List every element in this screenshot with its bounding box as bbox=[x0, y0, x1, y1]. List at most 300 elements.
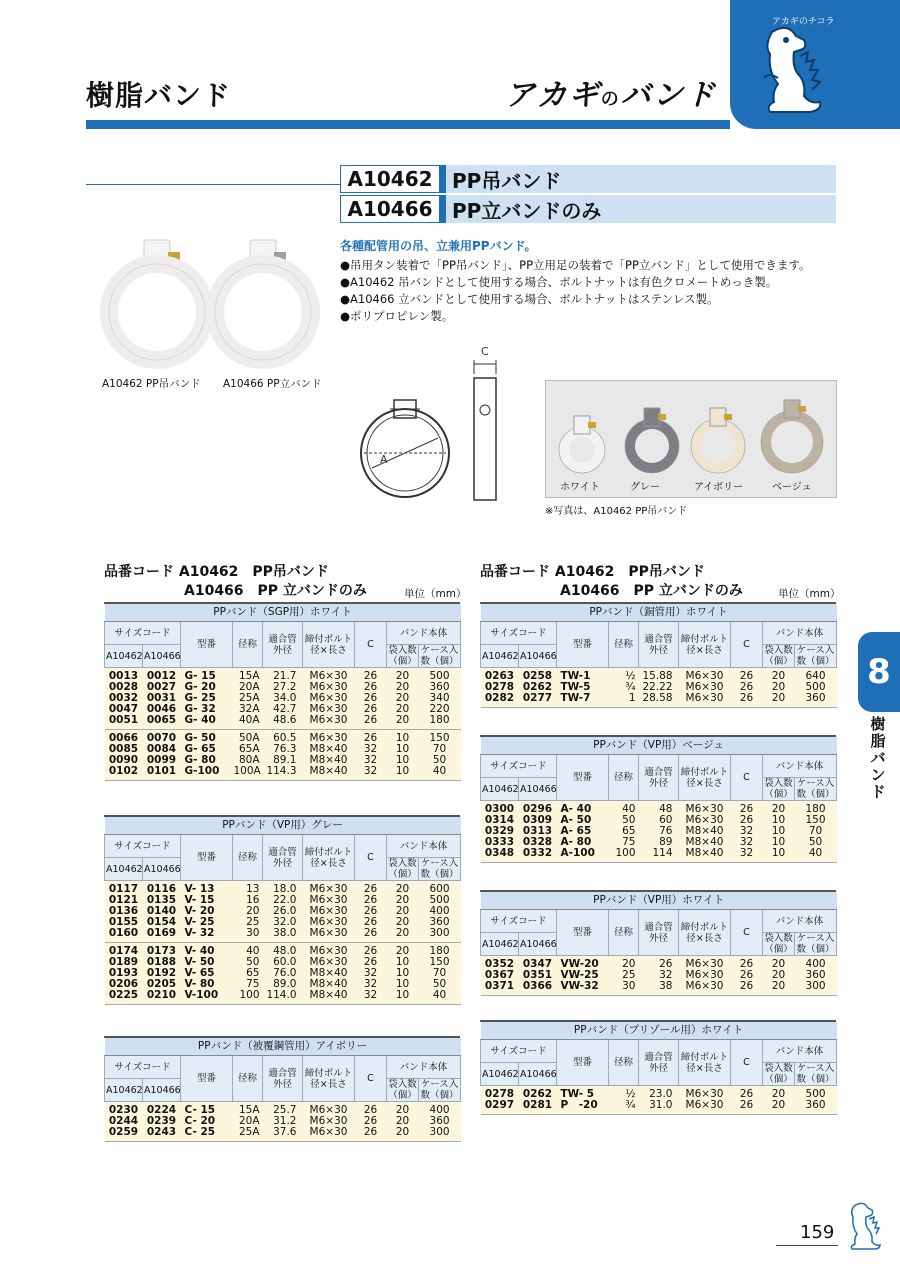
table-cell: M6×30 bbox=[679, 693, 731, 708]
table-cell: 0259 bbox=[105, 1127, 143, 1142]
table-cell: 150 bbox=[795, 815, 837, 826]
table-cell: 20 bbox=[387, 906, 419, 917]
spec-table bbox=[480, 604, 837, 708]
col-header: 型番 bbox=[557, 910, 609, 956]
table-cell: M6×30 bbox=[679, 801, 731, 816]
table-cell: 25.7 bbox=[263, 1102, 303, 1117]
table-cell: 0332 bbox=[519, 848, 557, 863]
heading-line: A10462 PP吊バンド bbox=[554, 564, 705, 580]
table-cell: 0278 bbox=[481, 1086, 519, 1101]
col-header: 適合管外径 bbox=[263, 835, 303, 881]
table-cell: 20 bbox=[387, 928, 419, 943]
table-cell: 100 bbox=[233, 990, 263, 1005]
table-cell: 0155 bbox=[105, 917, 143, 928]
table-cell: M6×30 bbox=[303, 1116, 355, 1127]
col-header: A10466 bbox=[143, 645, 181, 668]
table-cell: 0244 bbox=[105, 1116, 143, 1127]
table-cell: ½ bbox=[609, 1086, 639, 1101]
table-cell: 26 bbox=[355, 1127, 387, 1142]
table-cell: 0117 bbox=[105, 881, 143, 896]
heading-line: A10462 PP吊バンド bbox=[178, 564, 329, 580]
table-cell: V- 80 bbox=[181, 979, 233, 990]
table-cell: 0367 bbox=[481, 970, 519, 981]
table-cell: 26 bbox=[355, 693, 387, 704]
table-cell: 89.1 bbox=[263, 755, 303, 766]
col-header: 締付ボルト径×長さ bbox=[679, 755, 731, 801]
table-cell: 0188 bbox=[143, 957, 181, 968]
table-cell: M6×30 bbox=[303, 693, 355, 704]
table-cell: 20 bbox=[387, 1102, 419, 1117]
table-row bbox=[105, 730, 461, 745]
table-cell: 150 bbox=[419, 957, 461, 968]
table-cell: 26 bbox=[355, 704, 387, 715]
table-cell: 0154 bbox=[143, 917, 181, 928]
col-header: 型番 bbox=[557, 622, 609, 668]
table-cell: M6×30 bbox=[303, 1102, 355, 1117]
table-cell: 20 bbox=[387, 693, 419, 704]
col-header: A10462 bbox=[105, 1079, 143, 1102]
table-cell: 0065 bbox=[143, 715, 181, 730]
table-cell: 0090 bbox=[105, 755, 143, 766]
table-cell: 89.0 bbox=[263, 979, 303, 990]
col-header: 締付ボルト径×長さ bbox=[303, 1056, 355, 1102]
table-cell: 37.6 bbox=[263, 1127, 303, 1142]
color-label: グレー bbox=[630, 482, 660, 493]
table-cell: 300 bbox=[419, 1127, 461, 1142]
table-cell: 400 bbox=[419, 906, 461, 917]
table-row bbox=[481, 668, 837, 683]
table-cell: 10 bbox=[763, 848, 795, 863]
table-cell: 0347 bbox=[519, 956, 557, 971]
chapter-tab-char: バ bbox=[870, 749, 886, 767]
table-cell: 10 bbox=[763, 837, 795, 848]
table-row bbox=[481, 981, 837, 996]
col-header: ケース入数（個） bbox=[419, 1079, 461, 1102]
table-cell: 114.3 bbox=[263, 766, 303, 781]
col-header: サイズコード bbox=[481, 622, 557, 645]
table-title: PPバンド（SGP用）ホワイト bbox=[105, 604, 461, 622]
table-cell: 26 bbox=[355, 730, 387, 745]
table-cell: V- 13 bbox=[181, 881, 233, 896]
table-cell: 0278 bbox=[481, 682, 519, 693]
table-cell: 10 bbox=[387, 744, 419, 755]
col-header: バンド本体 bbox=[387, 835, 461, 858]
mascot-small-icon bbox=[842, 1200, 882, 1250]
table-cell: 60.0 bbox=[263, 957, 303, 968]
col-header: A10466 bbox=[519, 778, 557, 801]
table-cell: 30 bbox=[233, 928, 263, 943]
table-cell: 360 bbox=[419, 682, 461, 693]
table-cell: 20 bbox=[763, 682, 795, 693]
table-cell: 26 bbox=[731, 1086, 763, 1101]
table-cell: 0169 bbox=[143, 928, 181, 943]
col-header: サイズコード bbox=[105, 835, 181, 858]
col-header: A10466 bbox=[143, 1079, 181, 1102]
table-cell: M6×30 bbox=[303, 928, 355, 943]
col-header: 袋入数（個） bbox=[764, 1063, 793, 1085]
product-tagline: 各種配管用の吊、立兼用PPバンド。 bbox=[340, 239, 537, 253]
table-cell: 32 bbox=[355, 755, 387, 766]
table-cell: 26 bbox=[355, 682, 387, 693]
table-cell: 640 bbox=[795, 668, 837, 683]
table-cell: 340 bbox=[419, 693, 461, 704]
col-header: 袋入数（個） bbox=[764, 645, 793, 667]
table-cell: TW-5 bbox=[557, 682, 609, 693]
table-cell: 0070 bbox=[143, 730, 181, 745]
table-cell: 1 bbox=[609, 693, 639, 708]
product-photo bbox=[100, 232, 330, 372]
table-cell: 0225 bbox=[105, 990, 143, 1005]
table-row bbox=[105, 943, 461, 958]
table-cell: 0013 bbox=[105, 668, 143, 683]
table-cell: M6×30 bbox=[303, 917, 355, 928]
col-header: バンド本体 bbox=[763, 1040, 837, 1063]
table-cell: 32 bbox=[731, 837, 763, 848]
col-header: 袋入数（個） bbox=[764, 778, 793, 800]
table-cell: 75 bbox=[233, 979, 263, 990]
divider bbox=[776, 1245, 838, 1246]
table-cell: TW-7 bbox=[557, 693, 609, 708]
table-cell: 50 bbox=[609, 815, 639, 826]
brand-no: の bbox=[600, 89, 621, 110]
header-bar bbox=[86, 120, 730, 129]
table-cell: V- 20 bbox=[181, 906, 233, 917]
table-cell: 40A bbox=[233, 715, 263, 730]
col-header: A10462 bbox=[481, 778, 519, 801]
table-row bbox=[105, 881, 461, 896]
table-cell: 0351 bbox=[519, 970, 557, 981]
table-cell: 0192 bbox=[143, 968, 181, 979]
table-cell: M6×30 bbox=[303, 668, 355, 683]
table-cell: 0366 bbox=[519, 981, 557, 996]
table-cell: V- 15 bbox=[181, 895, 233, 906]
table-cell: 0047 bbox=[105, 704, 143, 715]
col-header: 径称 bbox=[609, 1040, 639, 1086]
table-cell: TW- 5 bbox=[557, 1086, 609, 1101]
dim-label-a: A bbox=[380, 453, 388, 466]
table-cell: ¾ bbox=[609, 682, 639, 693]
table-cell: 0102 bbox=[105, 766, 143, 781]
table-title: PPバンド（プリゾール用）ホワイト bbox=[481, 1022, 837, 1040]
table-title: PPバンド（銅管用）ホワイト bbox=[481, 604, 837, 622]
table-cell: M6×30 bbox=[303, 943, 355, 958]
table-cell: 114.0 bbox=[263, 990, 303, 1005]
chapter-tab[interactable]: 8 bbox=[858, 632, 900, 712]
table-cell: M6×30 bbox=[679, 682, 731, 693]
table-cell: G- 32 bbox=[181, 704, 233, 715]
table-row bbox=[105, 990, 461, 1005]
col-header: 径称 bbox=[609, 622, 639, 668]
photo-caption: A10466 PP立バンド bbox=[223, 378, 322, 390]
table-cell: ¾ bbox=[609, 1100, 639, 1115]
table-cell: P -20 bbox=[557, 1100, 609, 1115]
table-cell: 22.22 bbox=[639, 682, 679, 693]
table-cell: VW-25 bbox=[557, 970, 609, 981]
table-cell: 40 bbox=[419, 766, 461, 781]
table-cell: 26 bbox=[731, 668, 763, 683]
table-cell: 0101 bbox=[143, 766, 181, 781]
col-header: 適合管外径 bbox=[263, 1056, 303, 1102]
table-cell: 26 bbox=[355, 668, 387, 683]
divider bbox=[86, 184, 340, 185]
table-cell: V- 25 bbox=[181, 917, 233, 928]
table-cell: 0282 bbox=[481, 693, 519, 708]
col-header: A10462 bbox=[105, 858, 143, 881]
table-cell: 13 bbox=[233, 881, 263, 896]
dimension-drawing bbox=[350, 338, 530, 508]
table-cell: 500 bbox=[419, 895, 461, 906]
table-cell: 0333 bbox=[481, 837, 519, 848]
table-cell: 26.0 bbox=[263, 906, 303, 917]
spec-table bbox=[480, 737, 837, 863]
color-clamp bbox=[559, 416, 605, 473]
table-cell: 500 bbox=[419, 668, 461, 683]
table-cell: 26 bbox=[355, 715, 387, 730]
col-header: C bbox=[731, 755, 763, 801]
chapter-tab-label bbox=[866, 716, 890, 801]
col-header: 径称 bbox=[233, 835, 263, 881]
table-cell: 75 bbox=[609, 837, 639, 848]
table-cell: 26 bbox=[355, 895, 387, 906]
col-header: ケース入数（個） bbox=[795, 933, 837, 956]
table-cell: 10 bbox=[763, 815, 795, 826]
table-cell: M6×30 bbox=[303, 881, 355, 896]
table-cell: 0328 bbox=[519, 837, 557, 848]
chapter-tab-char: 脂 bbox=[870, 732, 886, 750]
brand-main: アカギ bbox=[505, 78, 601, 113]
table-cell: 0046 bbox=[143, 704, 181, 715]
table-cell: 60.5 bbox=[263, 730, 303, 745]
table-cell: 26 bbox=[355, 917, 387, 928]
table-cell: M6×30 bbox=[679, 1100, 731, 1115]
col-header: C bbox=[355, 622, 387, 668]
col-header: 袋入数（個） bbox=[388, 645, 417, 667]
product-code-row bbox=[340, 195, 836, 223]
col-header: 型番 bbox=[557, 755, 609, 801]
table-cell: 0296 bbox=[519, 801, 557, 816]
table-cell: 20 bbox=[233, 906, 263, 917]
table-cell: M8×40 bbox=[679, 848, 731, 863]
table-cell: 20 bbox=[387, 917, 419, 928]
col-header: A10462 bbox=[481, 1063, 519, 1086]
color-clamp bbox=[691, 408, 745, 473]
table-cell: 0012 bbox=[143, 668, 181, 683]
heading-line: A10466 PP 立バンドのみ bbox=[184, 583, 367, 599]
table-cell: 20 bbox=[763, 668, 795, 683]
table-title: PPバンド（VP用）ベージュ bbox=[481, 737, 837, 755]
chapter-tab-char: 樹 bbox=[870, 715, 886, 733]
col-header: 締付ボルト径×長さ bbox=[679, 622, 731, 668]
table-cell: 360 bbox=[795, 693, 837, 708]
table-cell: M6×30 bbox=[679, 815, 731, 826]
table-row bbox=[105, 715, 461, 730]
table-cell: 0160 bbox=[105, 928, 143, 943]
table-cell: 26 bbox=[355, 1102, 387, 1117]
table-cell: 360 bbox=[795, 1100, 837, 1115]
table-cell: 360 bbox=[419, 1116, 461, 1127]
table-cell: 0189 bbox=[105, 957, 143, 968]
table-cell: 89 bbox=[639, 837, 679, 848]
product-code: A10466 bbox=[340, 195, 440, 223]
col-header: A10466 bbox=[519, 933, 557, 956]
mascot-caption: アカギのチコラ bbox=[772, 17, 835, 27]
table-cell: 16 bbox=[233, 895, 263, 906]
table-cell: 15.88 bbox=[639, 668, 679, 683]
table-cell: 0309 bbox=[519, 815, 557, 826]
table-row bbox=[481, 693, 837, 708]
table-cell: 100 bbox=[609, 848, 639, 863]
table-cell: 0205 bbox=[143, 979, 181, 990]
table-cell: G- 20 bbox=[181, 682, 233, 693]
table-cell: M8×40 bbox=[303, 990, 355, 1005]
feature-item: ●吊用タン装着で「PP吊バンド」、PP立用足の装着で「PP立バンド」として使用できます。 bbox=[340, 258, 811, 272]
table-cell: 32 bbox=[355, 968, 387, 979]
table-cell: 23.0 bbox=[639, 1086, 679, 1101]
table-cell: 26 bbox=[731, 970, 763, 981]
table-cell: 360 bbox=[795, 970, 837, 981]
col-header: バンド本体 bbox=[387, 1056, 461, 1079]
table-cell: 42.7 bbox=[263, 704, 303, 715]
table-cell: 26 bbox=[731, 1100, 763, 1115]
table-cell: 48.0 bbox=[263, 943, 303, 958]
table-cell: 20 bbox=[387, 704, 419, 715]
col-header: A10466 bbox=[143, 858, 181, 881]
table-cell: 10 bbox=[387, 957, 419, 968]
table-cell: 600 bbox=[419, 881, 461, 896]
table-cell: C- 25 bbox=[181, 1127, 233, 1142]
spec-table bbox=[104, 1038, 461, 1142]
col-header: 型番 bbox=[181, 835, 233, 881]
col-header: 締付ボルト径×長さ bbox=[303, 835, 355, 881]
table-cell: 20 bbox=[387, 895, 419, 906]
table-cell: 20 bbox=[387, 1127, 419, 1142]
product-code-row bbox=[340, 165, 836, 193]
unit-label: 単位（mm） bbox=[778, 588, 841, 600]
table-cell: 220 bbox=[419, 704, 461, 715]
col-header: 適合管外径 bbox=[639, 622, 679, 668]
product-code: A10462 bbox=[340, 165, 440, 193]
table-cell: 0084 bbox=[143, 744, 181, 755]
table-cell: 48 bbox=[639, 801, 679, 816]
col-header: 袋入数（個） bbox=[764, 933, 793, 955]
table-cell: M6×30 bbox=[679, 981, 731, 996]
table-cell: 400 bbox=[419, 1102, 461, 1117]
table-cell: 26 bbox=[731, 682, 763, 693]
col-header: ケース入数（個） bbox=[796, 778, 835, 800]
table-cell: 38.0 bbox=[263, 928, 303, 943]
table-cell: C- 15 bbox=[181, 1102, 233, 1117]
unit-label: 単位（mm） bbox=[404, 588, 467, 600]
table-heading-left bbox=[104, 563, 367, 601]
table-cell: A- 65 bbox=[557, 826, 609, 837]
table-cell: A- 50 bbox=[557, 815, 609, 826]
table-cell: 32.0 bbox=[263, 917, 303, 928]
table-cell: 50A bbox=[233, 730, 263, 745]
table-cell: M6×30 bbox=[303, 957, 355, 968]
table-cell: 50 bbox=[233, 957, 263, 968]
table-cell: 27.2 bbox=[263, 682, 303, 693]
table-cell: 0243 bbox=[143, 1127, 181, 1142]
table-cell: 10 bbox=[387, 979, 419, 990]
heading-prefix: 品番コード bbox=[104, 564, 174, 580]
col-header: C bbox=[731, 1040, 763, 1086]
table-cell: 26 bbox=[355, 928, 387, 943]
col-header: 袋入数（個） bbox=[388, 1079, 417, 1101]
table-row bbox=[481, 1100, 837, 1115]
table-cell: M8×40 bbox=[303, 766, 355, 781]
col-header: ケース入数（個） bbox=[795, 1063, 837, 1086]
table-cell: 0031 bbox=[143, 693, 181, 704]
table-cell: M6×30 bbox=[679, 668, 731, 683]
table-cell: 20 bbox=[609, 956, 639, 971]
col-header: ケース入数（個） bbox=[796, 645, 835, 667]
table-cell: M6×30 bbox=[303, 715, 355, 730]
table-cell: 0262 bbox=[519, 1086, 557, 1101]
table-cell: G- 40 bbox=[181, 715, 233, 730]
table-cell: V-100 bbox=[181, 990, 233, 1005]
table-cell: A- 40 bbox=[557, 801, 609, 816]
table-cell: 0230 bbox=[105, 1102, 143, 1117]
table-cell: 50 bbox=[419, 755, 461, 766]
table-cell: 40 bbox=[419, 990, 461, 1005]
table-cell: 38 bbox=[639, 981, 679, 996]
table-cell: 65 bbox=[609, 826, 639, 837]
table-cell: 25 bbox=[233, 917, 263, 928]
table-cell: 10 bbox=[387, 990, 419, 1005]
dim-label-c: C bbox=[481, 345, 489, 358]
col-header: 適合管外径 bbox=[263, 622, 303, 668]
table-cell: 25A bbox=[233, 1127, 263, 1142]
table-cell: G- 80 bbox=[181, 755, 233, 766]
table-cell: 0371 bbox=[481, 981, 519, 996]
table-cell: 18.0 bbox=[263, 881, 303, 896]
table-row bbox=[105, 928, 461, 943]
table-cell: 50 bbox=[795, 837, 837, 848]
table-cell: 20 bbox=[387, 881, 419, 896]
table-cell: 20 bbox=[387, 715, 419, 730]
table-cell: 76.3 bbox=[263, 744, 303, 755]
table-cell: 360 bbox=[419, 917, 461, 928]
table-cell: M8×40 bbox=[679, 826, 731, 837]
table-cell: 20 bbox=[763, 1100, 795, 1115]
table-cell: M6×30 bbox=[679, 970, 731, 981]
table-cell: 20 bbox=[763, 970, 795, 981]
table-cell: 100A bbox=[233, 766, 263, 781]
col-header: 袋入数（個） bbox=[388, 858, 417, 880]
col-header: A10466 bbox=[519, 1063, 557, 1086]
table-cell: 32 bbox=[639, 970, 679, 981]
table-cell: 15A bbox=[233, 1102, 263, 1117]
table-cell: 26 bbox=[639, 956, 679, 971]
table-cell: 50 bbox=[419, 979, 461, 990]
col-header: 適合管外径 bbox=[639, 1040, 679, 1086]
table-row bbox=[105, 668, 461, 683]
feature-item: ●A10462 吊バンドとして使用する場合、ボルトナットは有色クロメートめっき製。 bbox=[340, 275, 778, 289]
chapter-tab-char: ド bbox=[870, 783, 886, 801]
table-cell: 0193 bbox=[105, 968, 143, 979]
table-cell: 0032 bbox=[105, 693, 143, 704]
table-cell: G- 50 bbox=[181, 730, 233, 745]
table-cell: M6×30 bbox=[303, 704, 355, 715]
table-cell: 26 bbox=[355, 943, 387, 958]
table-cell: 400 bbox=[795, 956, 837, 971]
table-cell: 0277 bbox=[519, 693, 557, 708]
table-cell: 180 bbox=[419, 715, 461, 730]
color-label: ホワイト bbox=[560, 482, 600, 493]
table-cell: A-100 bbox=[557, 848, 609, 863]
table-cell: 0140 bbox=[143, 906, 181, 917]
table-cell: 10 bbox=[387, 730, 419, 745]
